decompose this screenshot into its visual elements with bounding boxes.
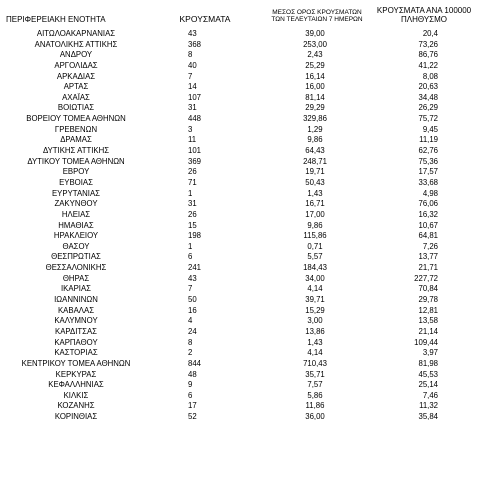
per100k-cell: 26,29 [418, 103, 438, 113]
table-row [0, 412, 491, 423]
avg7-cell: 1,43 [307, 337, 323, 347]
table-row [0, 327, 491, 338]
avg7-cell: 11,86 [305, 401, 325, 411]
cases-cell: 48 [188, 369, 197, 379]
per100k-cell: 76,06 [418, 199, 438, 209]
cases-cell: 31 [188, 199, 197, 209]
cases-cell: 8 [188, 337, 193, 347]
avg7-cell: 15,29 [305, 305, 325, 315]
per100k-cell: 4,98 [422, 188, 438, 198]
per100k-cell: 34,48 [418, 92, 438, 102]
region-cell: ΑΡΤΑΣ [63, 82, 89, 92]
per100k-cell: 70,84 [418, 284, 438, 294]
region-cell: ΚΑΒΑΛΑΣ [57, 305, 95, 315]
avg7-cell: 1,29 [307, 124, 323, 134]
avg7-cell: 4,14 [307, 348, 323, 358]
cases-cell: 31 [188, 103, 197, 113]
table-row [0, 199, 491, 210]
table-row [0, 146, 491, 157]
region-cell: ΚΕΦΑΛΛΗΝΙΑΣ [48, 380, 104, 390]
table-row [0, 370, 491, 381]
avg7-cell: 81,14 [305, 92, 325, 102]
cases-cell: 71 [188, 177, 197, 187]
table-row [0, 178, 491, 189]
table-row [0, 348, 491, 359]
region-cell: ΑΝΑΤΟΛΙΚΗΣ ΑΤΤΙΚΗΣ [34, 39, 118, 49]
cases-cell: 6 [188, 390, 193, 400]
cases-cell: 26 [188, 167, 197, 177]
region-cell: ΘΑΣΟΥ [62, 241, 90, 251]
avg7-cell: 50,43 [305, 177, 325, 187]
region-cell: ΚΑΛΥΜΝΟΥ [54, 316, 98, 326]
region-cell: ΑΡΓΟΛΙΔΑΣ [54, 60, 98, 70]
per100k-cell: 33,68 [418, 177, 438, 187]
avg7-cell: 39,71 [305, 295, 325, 305]
avg7-cell: 39,00 [305, 29, 325, 38]
avg7-cell: 5,86 [307, 390, 323, 400]
region-cell: ΔΥΤΙΚΗΣ ΑΤΤΙΚΗΣ [42, 146, 110, 156]
per100k-cell: 25,14 [418, 380, 438, 390]
region-cell: ΓΡΕΒΕΝΩΝ [54, 124, 98, 134]
avg7-cell: 184,43 [303, 263, 327, 273]
cases-cell: 107 [188, 92, 202, 102]
table-row [0, 135, 491, 146]
cases-cell: 198 [188, 231, 202, 241]
avg7-cell: 16,00 [305, 82, 325, 92]
table-row [0, 29, 491, 40]
region-cell: ΘΕΣΠΡΩΤΙΑΣ [51, 252, 101, 262]
avg7-cell: 35,71 [305, 369, 325, 379]
per100k-cell: 227,72 [414, 273, 438, 283]
table-row [0, 306, 491, 317]
avg7-cell: 248,71 [303, 156, 327, 166]
cases-cell: 52 [188, 412, 197, 422]
region-cell: ΚΑΡΠΑΘΟΥ [54, 337, 98, 347]
avg7-cell: 29,29 [305, 103, 325, 113]
per100k-cell: 20,63 [418, 82, 438, 92]
avg7-cell: 64,43 [305, 146, 325, 156]
region-cell: ΗΛΕΙΑΣ [61, 209, 91, 219]
per100k-cell: 20,4 [422, 29, 438, 38]
per100k-cell: 64,81 [418, 231, 438, 241]
cases-cell: 43 [188, 29, 197, 38]
table-row [0, 157, 491, 168]
region-cell: ΑΙΤΩΛΟΑΚΑΡΝΑΝΙΑΣ [36, 29, 116, 38]
region-cell: ΙΚΑΡΙΑΣ [61, 284, 91, 294]
table-row [0, 401, 491, 412]
per100k-cell: 81,98 [418, 358, 438, 368]
region-cell: ΒΟΙΩΤΙΑΣ [57, 103, 95, 113]
region-cell: ΕΒΡΟΥ [62, 167, 90, 177]
region-cell: ΗΡΑΚΛΕΙΟΥ [53, 231, 99, 241]
avg7-cell: 253,00 [303, 39, 327, 49]
header-cases: ΚΡΟΥΣΜΑΤΑ [179, 14, 231, 25]
region-cell: ΖΑΚΥΝΘΟΥ [54, 199, 98, 209]
region-cell: ΕΥΡΥΤΑΝΙΑΣ [51, 188, 100, 198]
table-row [0, 274, 491, 285]
cases-cell: 4 [188, 316, 193, 326]
per100k-cell: 13,58 [418, 316, 438, 326]
per100k-cell: 7,46 [422, 390, 438, 400]
per100k-cell: 62,76 [418, 146, 438, 156]
cases-cell: 101 [188, 146, 202, 156]
per100k-cell: 86,76 [418, 50, 438, 60]
table-row [0, 82, 491, 93]
cases-cell: 11 [188, 135, 197, 145]
table-row [0, 231, 491, 242]
avg7-cell: 25,29 [305, 60, 325, 70]
table-body [0, 29, 491, 423]
region-cell: ΗΜΑΘΙΑΣ [58, 220, 94, 230]
cases-cell: 17 [188, 401, 197, 411]
avg7-cell: 9,86 [307, 135, 323, 145]
cases-cell: 8 [188, 50, 193, 60]
per100k-cell: 17,57 [418, 167, 438, 177]
per100k-cell: 45,53 [418, 369, 438, 379]
table-row [0, 40, 491, 51]
avg7-cell: 2,43 [307, 50, 323, 60]
avg7-cell: 115,86 [303, 231, 327, 241]
cases-cell: 14 [188, 82, 197, 92]
region-cell: ΙΩΑΝΝΙΝΩΝ [54, 295, 98, 305]
per100k-cell: 13,77 [418, 252, 438, 262]
cases-cell: 1 [188, 241, 193, 251]
cases-cell: 844 [188, 358, 202, 368]
header-region: ΠΕΡΙΦΕΡΕΙΑΚΗ ΕΝΟΤΗΤΑ [6, 15, 106, 25]
table-row [0, 61, 491, 72]
avg7-cell: 7,57 [307, 380, 323, 390]
cases-cell: 3 [188, 124, 193, 134]
table-row [0, 221, 491, 232]
per100k-cell: 3,97 [422, 348, 438, 358]
per100k-cell: 12,81 [418, 305, 438, 315]
per100k-cell: 75,72 [418, 114, 438, 124]
table-row [0, 295, 491, 306]
region-cell: ΔΡΑΜΑΣ [60, 135, 92, 145]
header-per100k: ΚΡΟΥΣΜΑΤΑ ΑΝΑ 100000 ΠΛΗΘΥΣΜΟ [376, 5, 472, 24]
region-cell: ΘΕΣΣΑΛΟΝΙΚΗΣ [45, 263, 107, 273]
region-cell: ΒΟΡΕΙΟΥ ΤΟΜΕΑ ΑΘΗΝΩΝ [26, 114, 126, 124]
per100k-cell: 21,71 [418, 263, 438, 273]
table-row [0, 338, 491, 349]
avg7-cell: 16,14 [305, 71, 325, 81]
table-row [0, 242, 491, 253]
avg7-cell: 16,71 [305, 199, 325, 209]
cases-cell: 9 [188, 380, 193, 390]
region-cell: ΑΝΔΡΟΥ [59, 50, 93, 60]
region-cell: ΚΕΡΚΥΡΑΣ [55, 369, 97, 379]
avg7-cell: 9,86 [307, 220, 323, 230]
cases-cell: 1 [188, 188, 193, 198]
avg7-cell: 3,00 [307, 316, 323, 326]
per100k-cell: 21,14 [418, 326, 438, 336]
table-row [0, 210, 491, 221]
table-row [0, 263, 491, 274]
table-row [0, 72, 491, 83]
region-cell: ΔΥΤΙΚΟΥ ΤΟΜΕΑ ΑΘΗΝΩΝ [27, 156, 125, 166]
per100k-cell: 8,08 [422, 71, 438, 81]
per100k-cell: 10,67 [418, 220, 438, 230]
region-cell: ΚΟΡΙΝΘΙΑΣ [54, 412, 98, 422]
cases-cell: 16 [188, 305, 197, 315]
table-row [0, 125, 491, 136]
avg7-cell: 34,00 [305, 273, 325, 283]
per100k-cell: 41,22 [418, 60, 438, 70]
cases-cell: 241 [188, 263, 202, 273]
avg7-cell: 0,71 [307, 241, 323, 251]
per100k-cell: 75,36 [418, 156, 438, 166]
per100k-cell: 7,26 [422, 241, 438, 251]
table-row [0, 359, 491, 370]
table-row [0, 50, 491, 61]
table-row [0, 380, 491, 391]
per100k-cell: 109,44 [414, 337, 438, 347]
avg7-cell: 36,00 [305, 412, 325, 422]
cases-cell: 7 [188, 71, 193, 81]
cases-cell: 43 [188, 273, 197, 283]
avg7-cell: 710,43 [303, 358, 327, 368]
region-cell: ΚΙΛΚΙΣ [63, 390, 89, 400]
per100k-cell: 16,32 [418, 209, 438, 219]
cases-cell: 15 [188, 220, 197, 230]
header-avg7: ΜΕΣΟΣ ΟΡΟΣ ΚΡΟΥΣΜΑΤΩΝ ΤΩΝ ΤΕΛΕΥΤΑΙΩΝ 7 ΗΜΕΡΩΝ [271, 8, 363, 23]
cases-cell: 26 [188, 209, 197, 219]
region-cell: ΚΑΣΤΟΡΙΑΣ [54, 348, 98, 358]
table-row [0, 252, 491, 263]
table-row [0, 93, 491, 104]
table-row [0, 103, 491, 114]
table-row [0, 284, 491, 295]
cases-cell: 7 [188, 284, 193, 294]
per100k-cell: 11,19 [419, 135, 438, 145]
region-cell: ΕΥΒΟΙΑΣ [59, 177, 93, 187]
cases-cell: 2 [188, 348, 193, 358]
per100k-cell: 9,45 [422, 124, 438, 134]
cases-cell: 6 [188, 252, 193, 262]
cases-cell: 40 [188, 60, 197, 70]
avg7-cell: 17,00 [305, 209, 325, 219]
avg7-cell: 13,86 [305, 326, 325, 336]
cases-cell: 369 [188, 156, 202, 166]
cases-cell: 24 [188, 326, 197, 336]
table-row [0, 114, 491, 125]
table-row [0, 316, 491, 327]
cases-cell: 50 [188, 295, 197, 305]
per100k-cell: 11,32 [419, 401, 438, 411]
region-cell: ΘΗΡΑΣ [62, 273, 90, 283]
per100k-cell: 29,78 [418, 295, 438, 305]
region-cell: ΑΧΑΪΑΣ [62, 92, 90, 102]
region-cell: ΚΟΖΑΝΗΣ [57, 401, 95, 411]
avg7-cell: 19,71 [305, 167, 325, 177]
per100k-cell: 35,84 [418, 412, 438, 422]
avg7-cell: 4,14 [307, 284, 323, 294]
table-row [0, 391, 491, 402]
cases-cell: 368 [188, 39, 202, 49]
avg7-cell: 329,86 [303, 114, 327, 124]
per100k-cell: 73,26 [418, 39, 438, 49]
region-cell: ΚΕΝΤΡΙΚΟΥ ΤΟΜΕΑ ΑΘΗΝΩΝ [21, 358, 131, 368]
avg7-cell: 1,43 [307, 188, 323, 198]
cases-cell: 448 [188, 114, 202, 124]
table-row [0, 167, 491, 178]
avg7-cell: 5,57 [307, 252, 323, 262]
region-cell: ΑΡΚΑΔΙΑΣ [56, 71, 96, 81]
table-row [0, 189, 491, 200]
region-cell: ΚΑΡΔΙΤΣΑΣ [55, 326, 97, 336]
